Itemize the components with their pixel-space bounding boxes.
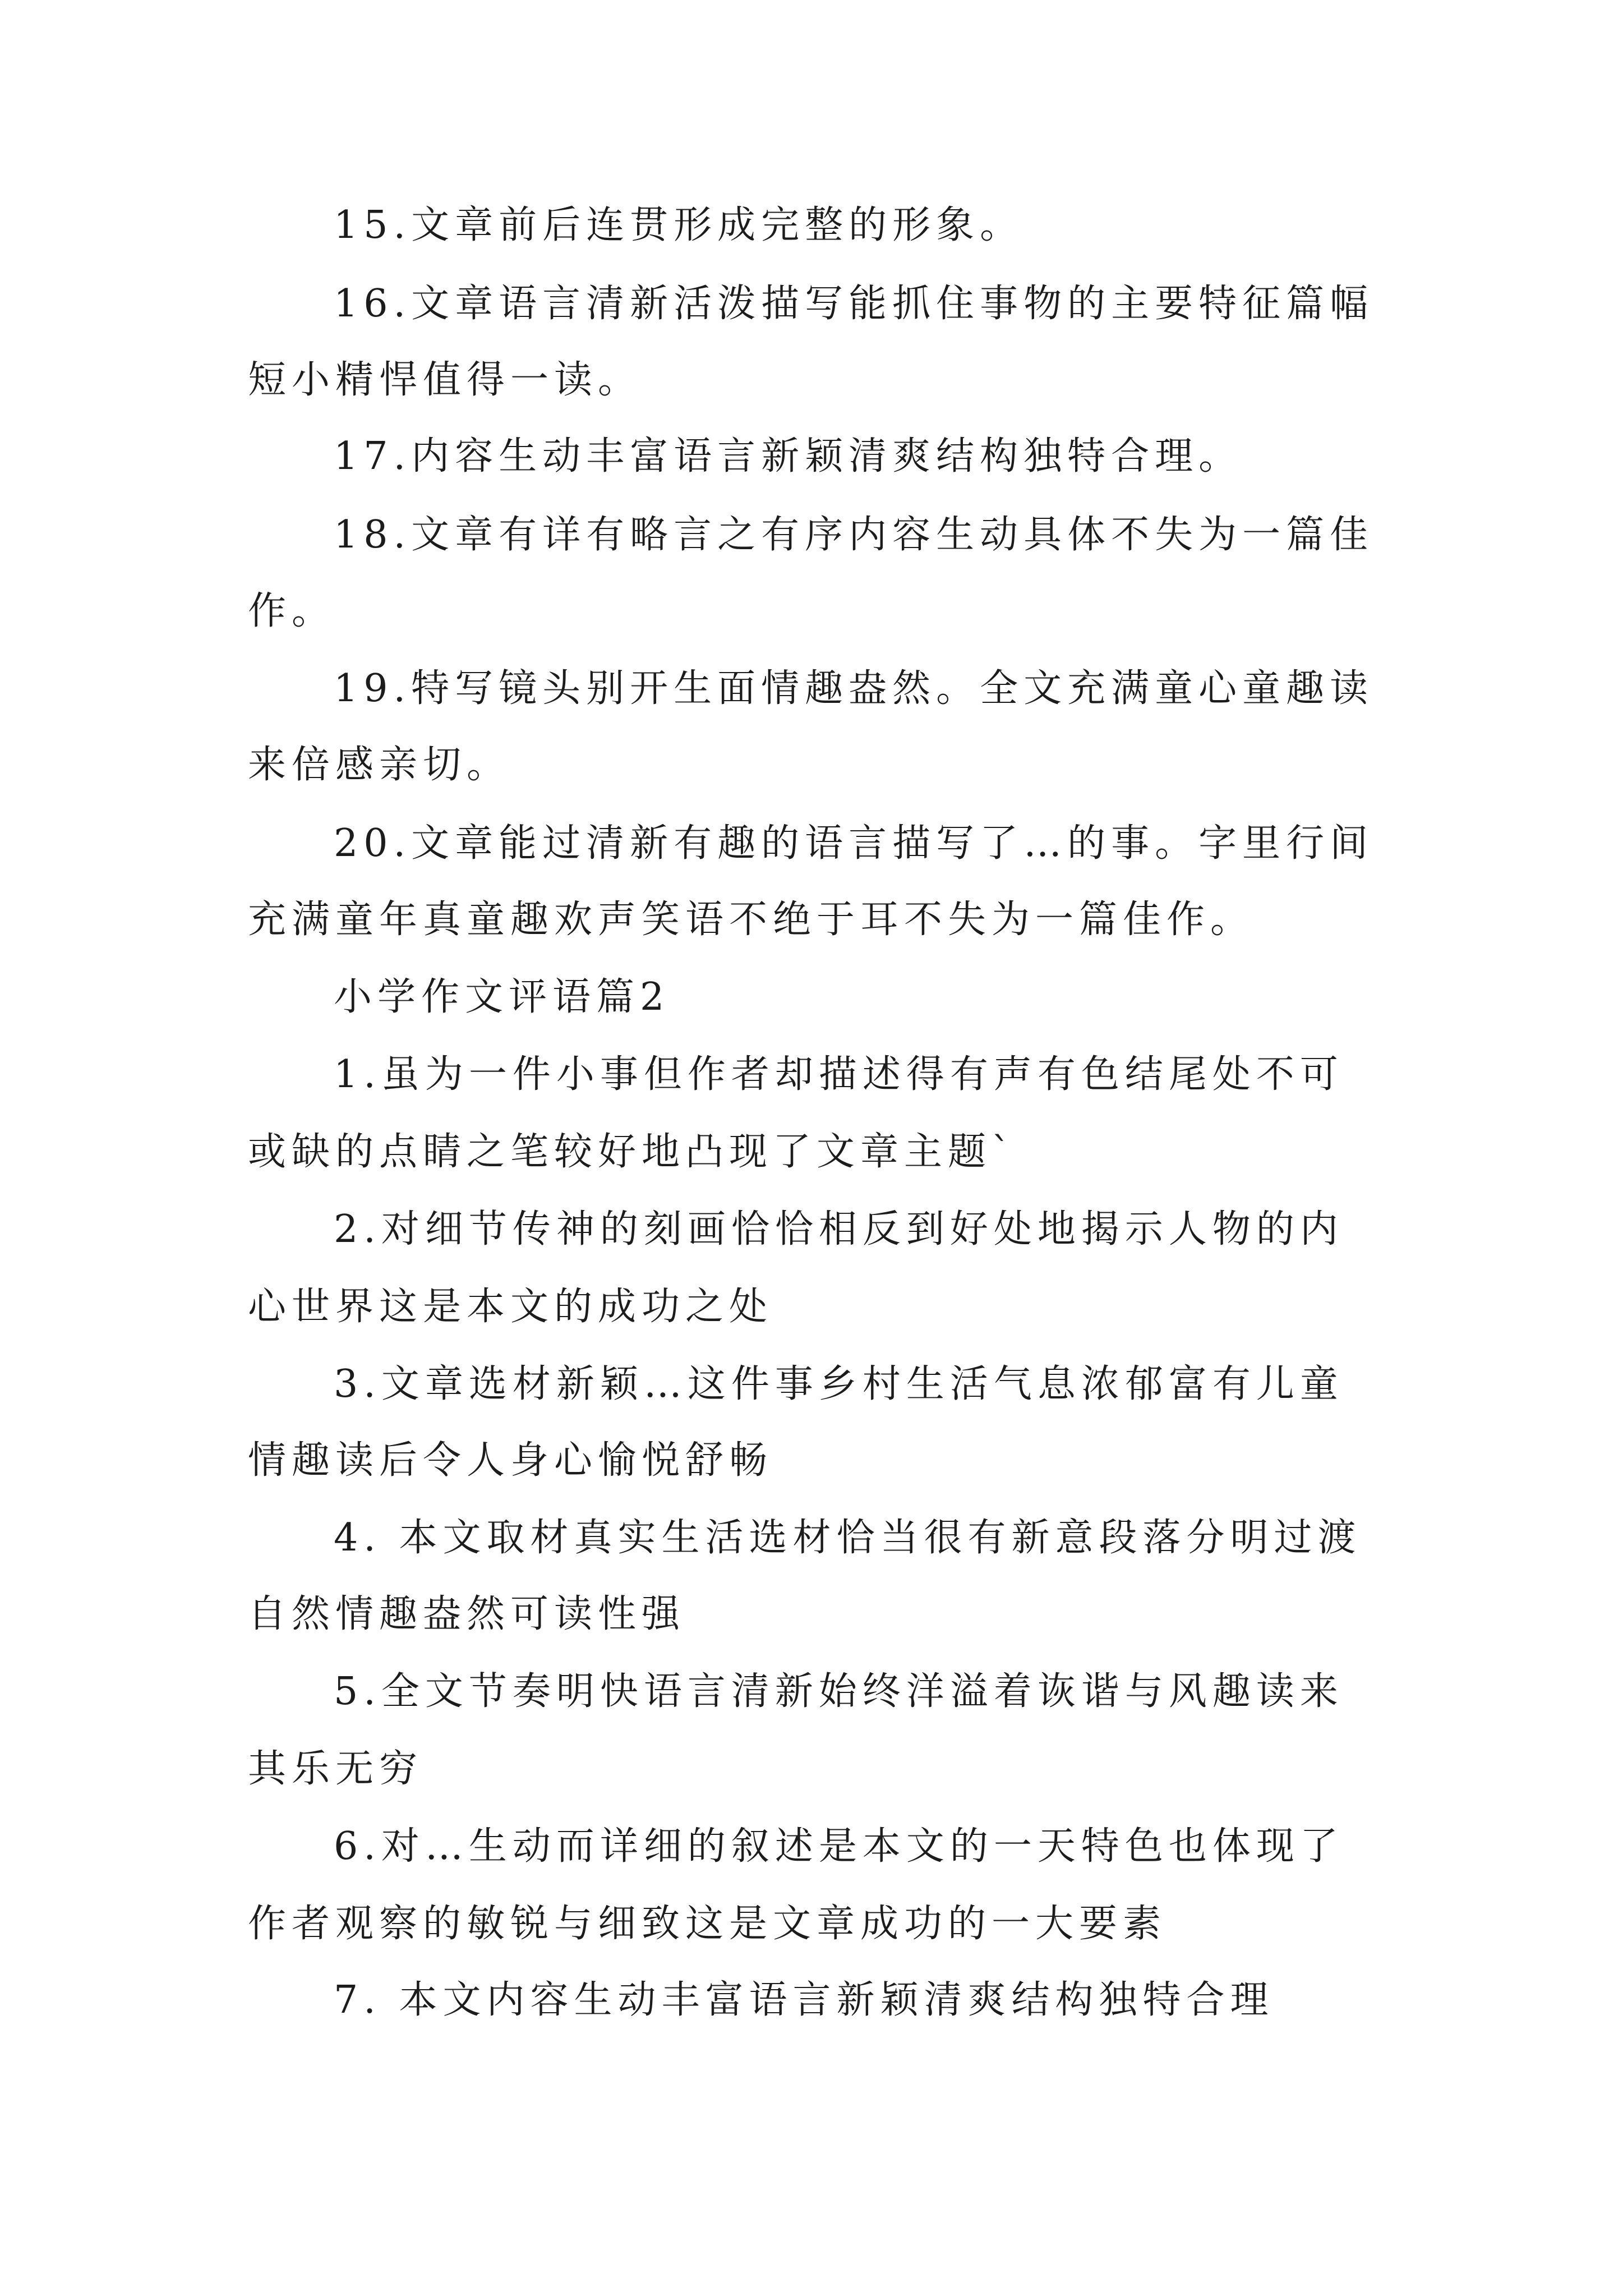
text-line: 心世界这是本文的成功之处	[248, 1285, 773, 1329]
section-heading: 小学作文评语篇2	[334, 975, 670, 1019]
text-line: 或缺的点睛之笔较好地凸现了文章主题`	[248, 1130, 1017, 1174]
text-line: 5.全文节奏明快语言清新始终洋溢着诙谐与风趣读来	[334, 1669, 1344, 1714]
text-line: 2.对细节传神的刻画恰恰相反到好处地揭示人物的内	[334, 1207, 1344, 1251]
text-line: 7. 本文内容生动丰富语言新颖清爽结构独特合理	[334, 1978, 1274, 2022]
text-line: 20.文章能过清新有趣的语言描写了…的事。字里行间	[334, 821, 1374, 866]
text-line: 4. 本文取材真实生活选材恰当很有新意段落分明过渡	[334, 1516, 1362, 1560]
text-line: 17.内容生动丰富语言新颖清爽结构独特合理。	[334, 434, 1243, 478]
text-line: 其乐无穷	[248, 1747, 423, 1791]
text-line: 短小精悍值得一读。	[248, 358, 642, 402]
text-line: 19.特写镜头别开生面情趣盎然。全文充满童心童趣读	[334, 666, 1374, 711]
text-line: 15.文章前后连贯形成完整的形象。	[334, 203, 1024, 247]
text-line: 作。	[248, 589, 336, 633]
text-line: 18.文章有详有略言之有序内容生动具体不失为一篇佳	[334, 513, 1374, 557]
text-line: 情趣读后令人身心愉悦舒畅	[248, 1438, 773, 1483]
text-line: 6.对…生动而详细的叙述是本文的一天特色也体现了	[334, 1824, 1344, 1869]
text-line: 1.虽为一件小事但作者却描述得有声有色结尾处不可	[334, 1052, 1344, 1097]
text-line: 来倍感亲切。	[248, 743, 511, 787]
text-line: 充满童年真童趣欢声笑语不绝于耳不失为一篇佳作。	[248, 898, 1255, 942]
text-line: 3.文章选材新颖…这件事乡村生活气息浓郁富有儿童	[334, 1362, 1344, 1406]
text-line: 自然情趣盎然可读性强	[248, 1592, 686, 1636]
text-line: 作者观察的敏锐与细致这是文章成功的一大要素	[248, 1902, 1167, 1946]
text-line: 16.文章语言清新活泼描写能抓住事物的主要特征篇幅	[334, 282, 1374, 326]
